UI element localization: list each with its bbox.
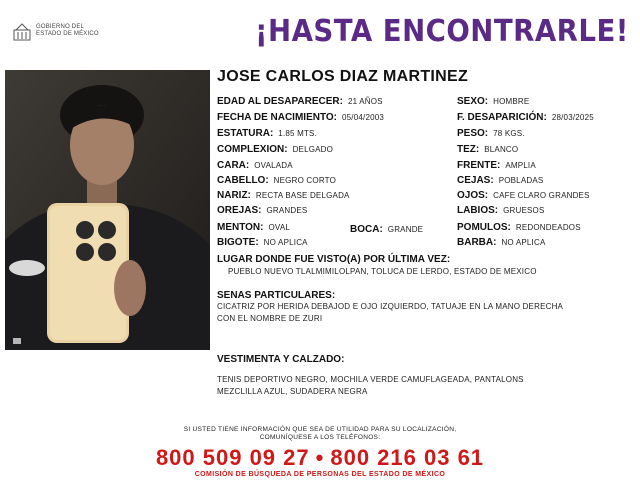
marks-line-1: CICATRIZ POR HERIDA DEBAJOD E OJO IZQUIERDO, TATUAJE EN LA MANO DERECHA [217,302,564,311]
field-barba [457,236,546,249]
label-orejas: OREJAS: [217,205,262,216]
field-bigote [217,236,308,249]
headline: ¡HASTA ENCONTRARLE! [255,14,629,49]
field-ojos [457,189,590,202]
separator-dot-icon: • [315,445,325,470]
marks-line-2: CON EL NOMBRE DE ZURI [217,314,323,323]
label-boca: BOCA: [350,224,383,235]
field-menton [217,221,290,234]
seal-icon [12,22,32,42]
field-pomulos [457,221,581,234]
label-peso: PESO: [457,128,489,139]
person-name: JOSE CARLOS DIAZ MARTINEZ [217,68,469,85]
gov-line-1: GOBIERNO DEL [36,24,85,30]
field-cabello [217,174,336,187]
field-nariz [217,189,350,202]
phone-number-1[interactable]: 800 509 09 27 [155,445,310,470]
label-fecha-desaparicion: F. DESAPARICIÓN: [457,112,547,123]
field-sexo [457,95,529,108]
value-cabello: NEGRO CORTO [273,176,337,185]
value-orejas: GRANDES [266,206,308,215]
field-tez [457,143,518,156]
label-nariz: NARIZ: [217,190,251,201]
field-labios [457,204,545,217]
label-cejas: CEJAS: [457,175,494,186]
phone-numbers [0,445,640,471]
label-frente: FRENTE: [457,160,501,171]
label-edad: EDAD AL DESAPARECER: [217,96,343,107]
value-frente: AMPLIA [505,161,536,170]
value-fecha-desaparicion: 28/03/2025 [551,113,594,122]
value-tez: BLANCO [484,145,519,154]
label-menton: MENTON: [217,222,264,233]
field-frente [457,159,536,172]
label-pomulos: POMULOS: [457,222,511,233]
label-cabello: CABELLO: [217,175,269,186]
value-labios: GRUESOS [503,206,545,215]
value-barba: NO APLICA [501,238,546,247]
label-cara: CARA: [217,160,250,171]
person-photo [5,70,210,350]
label-bigote: BIGOTE: [217,237,259,248]
last-seen-value: PUEBLO NUEVO TLALMIMILOLPAN, TOLUCA DE LERDO, ESTADO DE MEXICO [228,267,537,276]
value-menton: OVAL [268,223,291,232]
value-cara: OVALADA [254,161,293,170]
value-peso: 78 KGS. [493,129,525,138]
field-cejas [457,174,543,187]
marks-label: SENAS PARTICULARES: [217,290,336,301]
value-cejas: POBLADAS [498,176,544,185]
label-fecha-nacimiento: FECHA DE NACIMIENTO: [217,112,337,123]
government-logo [12,22,122,44]
label-tez: TEZ: [457,144,480,155]
photo-image [5,70,210,350]
contact-note-line-1: SI USTED TIENE INFORMACIÓN QUE SEA DE UTILIDAD PARA SU LOCALIZACIÓN, [183,426,457,433]
label-sexo: SEXO: [457,96,489,107]
value-bigote: NO APLICA [263,238,308,247]
field-fecha-desaparicion [457,111,594,124]
field-complexion [217,143,333,156]
field-estatura [217,127,317,140]
value-ojos: CAFE CLARO GRANDES [493,191,590,200]
field-fecha-nacimiento [217,111,384,124]
contact-note [0,426,640,442]
value-edad: 21 AÑOS [347,97,383,106]
contact-note-line-2: COMUNÍQUESE A LOS TELÉFONOS: [259,434,381,441]
last-seen-label: LUGAR DONDE FUE VISTO(A) POR ÚLTIMA VEZ: [217,254,451,265]
field-orejas [217,204,307,217]
label-estatura: ESTATURA: [217,128,274,139]
field-peso [457,127,525,140]
value-fecha-nacimiento: 05/04/2003 [342,113,385,122]
clothing-label: VESTIMENTA Y CALZADO: [217,354,345,365]
value-complexion: DELGADO [292,145,334,154]
label-complexion: COMPLEXION: [217,144,288,155]
value-sexo: HOMBRE [493,97,530,106]
label-barba: BARBA: [457,237,497,248]
value-nariz: RECTA BASE DELGADA [255,191,350,200]
clothing-line-2: MEZCLILLA AZUL, SUDADERA NEGRA [217,387,368,396]
commission-name: COMISIÓN DE BÚSQUEDA DE PERSONAS DEL ESTADO DE MÉXICO [194,471,446,478]
clothing-line-1: TENIS DEPORTIVO NEGRO, MOCHILA VERDE CAMUFLAGEADA, PANTALONS [217,375,524,384]
field-edad [217,95,383,108]
value-boca: GRANDE [387,225,424,234]
label-labios: LABIOS: [457,205,499,216]
phone-number-2[interactable]: 800 216 03 61 [330,445,485,470]
field-cara [217,159,293,172]
field-boca [350,223,423,236]
gov-line-2: ESTADO DE MÉXICO [36,31,99,37]
label-ojos: OJOS: [457,190,489,201]
value-estatura: 1.85 MTS. [278,129,317,138]
value-pomulos: REDONDEADOS [515,223,581,232]
